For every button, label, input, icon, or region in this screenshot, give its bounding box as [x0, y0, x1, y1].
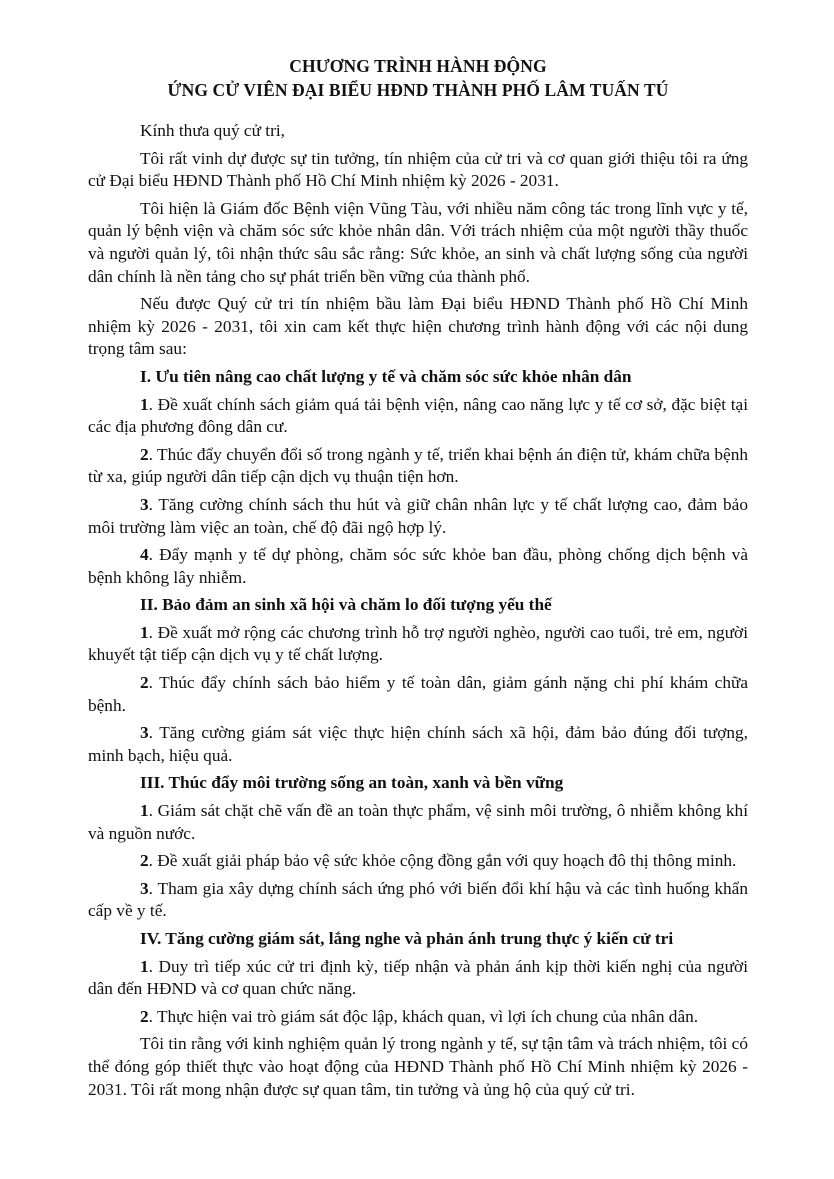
item-number: 1 — [140, 801, 149, 821]
list-item — [88, 850, 748, 873]
section-heading: IV. Tăng cường giám sát, lắng nghe và phản ánh trung thực ý kiến cử tri — [140, 929, 674, 948]
item-text: . Duy trì tiếp xúc cử tri định kỳ, tiếp nhận và phản ánh kịp thời kiến nghị của người dân đến HĐND và cơ quan chức năng. — [88, 956, 748, 999]
item-text: . Tăng cường chính sách thu hút và giữ chân nhân lực y tế chất lượng cao, đảm bảo môi trường làm việc an toàn, chế độ đãi ngộ hợp lý. — [88, 494, 748, 537]
item-text: . Giám sát chặt chẽ vấn đề an toàn thực phẩm, vệ sinh môi trường, ô nhiễm không khí và nguồn nước. — [88, 801, 748, 843]
section-heading: III. Thúc đẩy môi trường sống an toàn, xanh và bền vững — [140, 773, 564, 793]
item-text: . Thực hiện vai trò giám sát độc lập, khách quan, vì lợi ích chung của nhân dân. — [148, 1006, 699, 1026]
item-number: 2 — [140, 444, 149, 464]
list-item — [88, 622, 748, 667]
list-item — [88, 672, 748, 717]
item-number: 4 — [140, 545, 149, 565]
document-title-line-1: CHƯƠNG TRÌNH HÀNH ĐỘNG — [289, 56, 547, 76]
item-text: . Tham gia xây dựng chính sách ứng phó với biến đổi khí hậu và các tình huống khẩn cấp về y tế. — [88, 878, 748, 921]
item-number: 1 — [140, 956, 149, 976]
document-title-line-2: ỨNG CỬ VIÊN ĐẠI BIỂU HĐND THÀNH PHỐ LÂM TUẤN TÚ — [167, 80, 669, 100]
item-text: . Tăng cường giám sát việc thực hiện chính sách xã hội, đảm bảo đúng đối tượng, minh bạch, hiệu quả. — [88, 723, 748, 765]
item-number: 2 — [140, 1006, 149, 1026]
intro-paragraph: Tôi hiện là Giám đốc Bệnh viện Vũng Tàu, với nhiều năm công tác trong lĩnh vực y tế, quản lý bệnh viện và chăm sóc sức khỏe nhân dân. Với trách nhiệm của một người thầy thuốc và người quản lý, tôi nhận thức sâu sắc rằng: Sức khỏe, an sinh và chất lượng sống của người dân chính là nền tảng cho sự phát triển bền vững của thành phố. — [88, 198, 748, 286]
list-item — [88, 494, 748, 539]
item-number: 2 — [140, 851, 149, 871]
item-number: 3 — [140, 723, 149, 743]
item-text: . Thúc đẩy chính sách bảo hiểm y tế toàn dân, giảm gánh nặng chi phí khám chữa bệnh. — [88, 673, 748, 715]
list-item — [88, 394, 748, 439]
item-text: . Đẩy mạnh y tế dự phòng, chăm sóc sức khỏe ban đầu, phòng chống dịch bệnh và bệnh không lây nhiễm. — [88, 545, 748, 587]
intro-paragraph: Tôi rất vinh dự được sự tin tưởng, tín nhiệm của cử tri và cơ quan giới thiệu tôi ra ứng cử Đại biểu HĐND Thành phố Hồ Chí Minh nhiệm kỳ 2026 - 2031. — [88, 148, 748, 191]
item-number: 1 — [140, 394, 149, 414]
list-item — [88, 878, 748, 923]
closing-paragraph: Tôi tin rằng với kinh nghiệm quản lý trong ngành y tế, sự tận tâm và trách nhiệm, tôi có thể đóng góp thiết thực vào hoạt động của HĐND Thành phố Hồ Chí Minh nhiệm kỳ 2026 - 2031. Tôi rất mong nhận được sự quan tâm, tin tưởng và ủng hộ của quý cử tri. — [88, 1034, 748, 1099]
list-item — [88, 444, 748, 489]
list-item — [88, 544, 748, 589]
section-heading: II. Bảo đảm an sinh xã hội và chăm lo đối tượng yếu thế — [140, 595, 552, 615]
item-number: 1 — [140, 622, 149, 642]
list-item — [88, 722, 748, 767]
item-text: . Thúc đẩy chuyển đổi số trong ngành y tế, triển khai bệnh án điện tử, khám chữa bệnh từ xa, giúp người dân tiếp cận dịch vụ thuận tiện hơn. — [88, 444, 748, 487]
list-item — [88, 1006, 748, 1029]
item-text: . Đề xuất mở rộng các chương trình hỗ trợ người nghèo, người cao tuổi, trẻ em, người khuyết tật tiếp cận dịch vụ y tế chất lượng. — [88, 622, 748, 665]
greeting: Kính thưa quý cử tri, — [140, 121, 285, 140]
list-item — [88, 800, 748, 845]
item-text: . Đề xuất giải pháp bảo vệ sức khỏe cộng đồng gắn với quy hoạch đô thị thông minh. — [148, 851, 737, 871]
item-number: 2 — [140, 673, 149, 693]
item-number: 3 — [140, 878, 149, 898]
item-text: . Đề xuất chính sách giảm quá tải bệnh viện, nâng cao năng lực y tế cơ sở, đặc biệt tại các địa phương đông dân cư. — [88, 394, 748, 437]
intro-paragraph: Nếu được Quý cử tri tín nhiệm bầu làm Đại biểu HĐND Thành phố Hồ Chí Minh nhiệm kỳ 2026 - 2031, tôi xin cam kết thực hiện chương trình hành động với các nội dung trọng tâm sau: — [88, 294, 748, 359]
list-item — [88, 956, 748, 1001]
item-number: 3 — [140, 494, 149, 514]
section-heading: I. Ưu tiên nâng cao chất lượng y tế và chăm sóc sức khỏe nhân dân — [140, 366, 632, 386]
